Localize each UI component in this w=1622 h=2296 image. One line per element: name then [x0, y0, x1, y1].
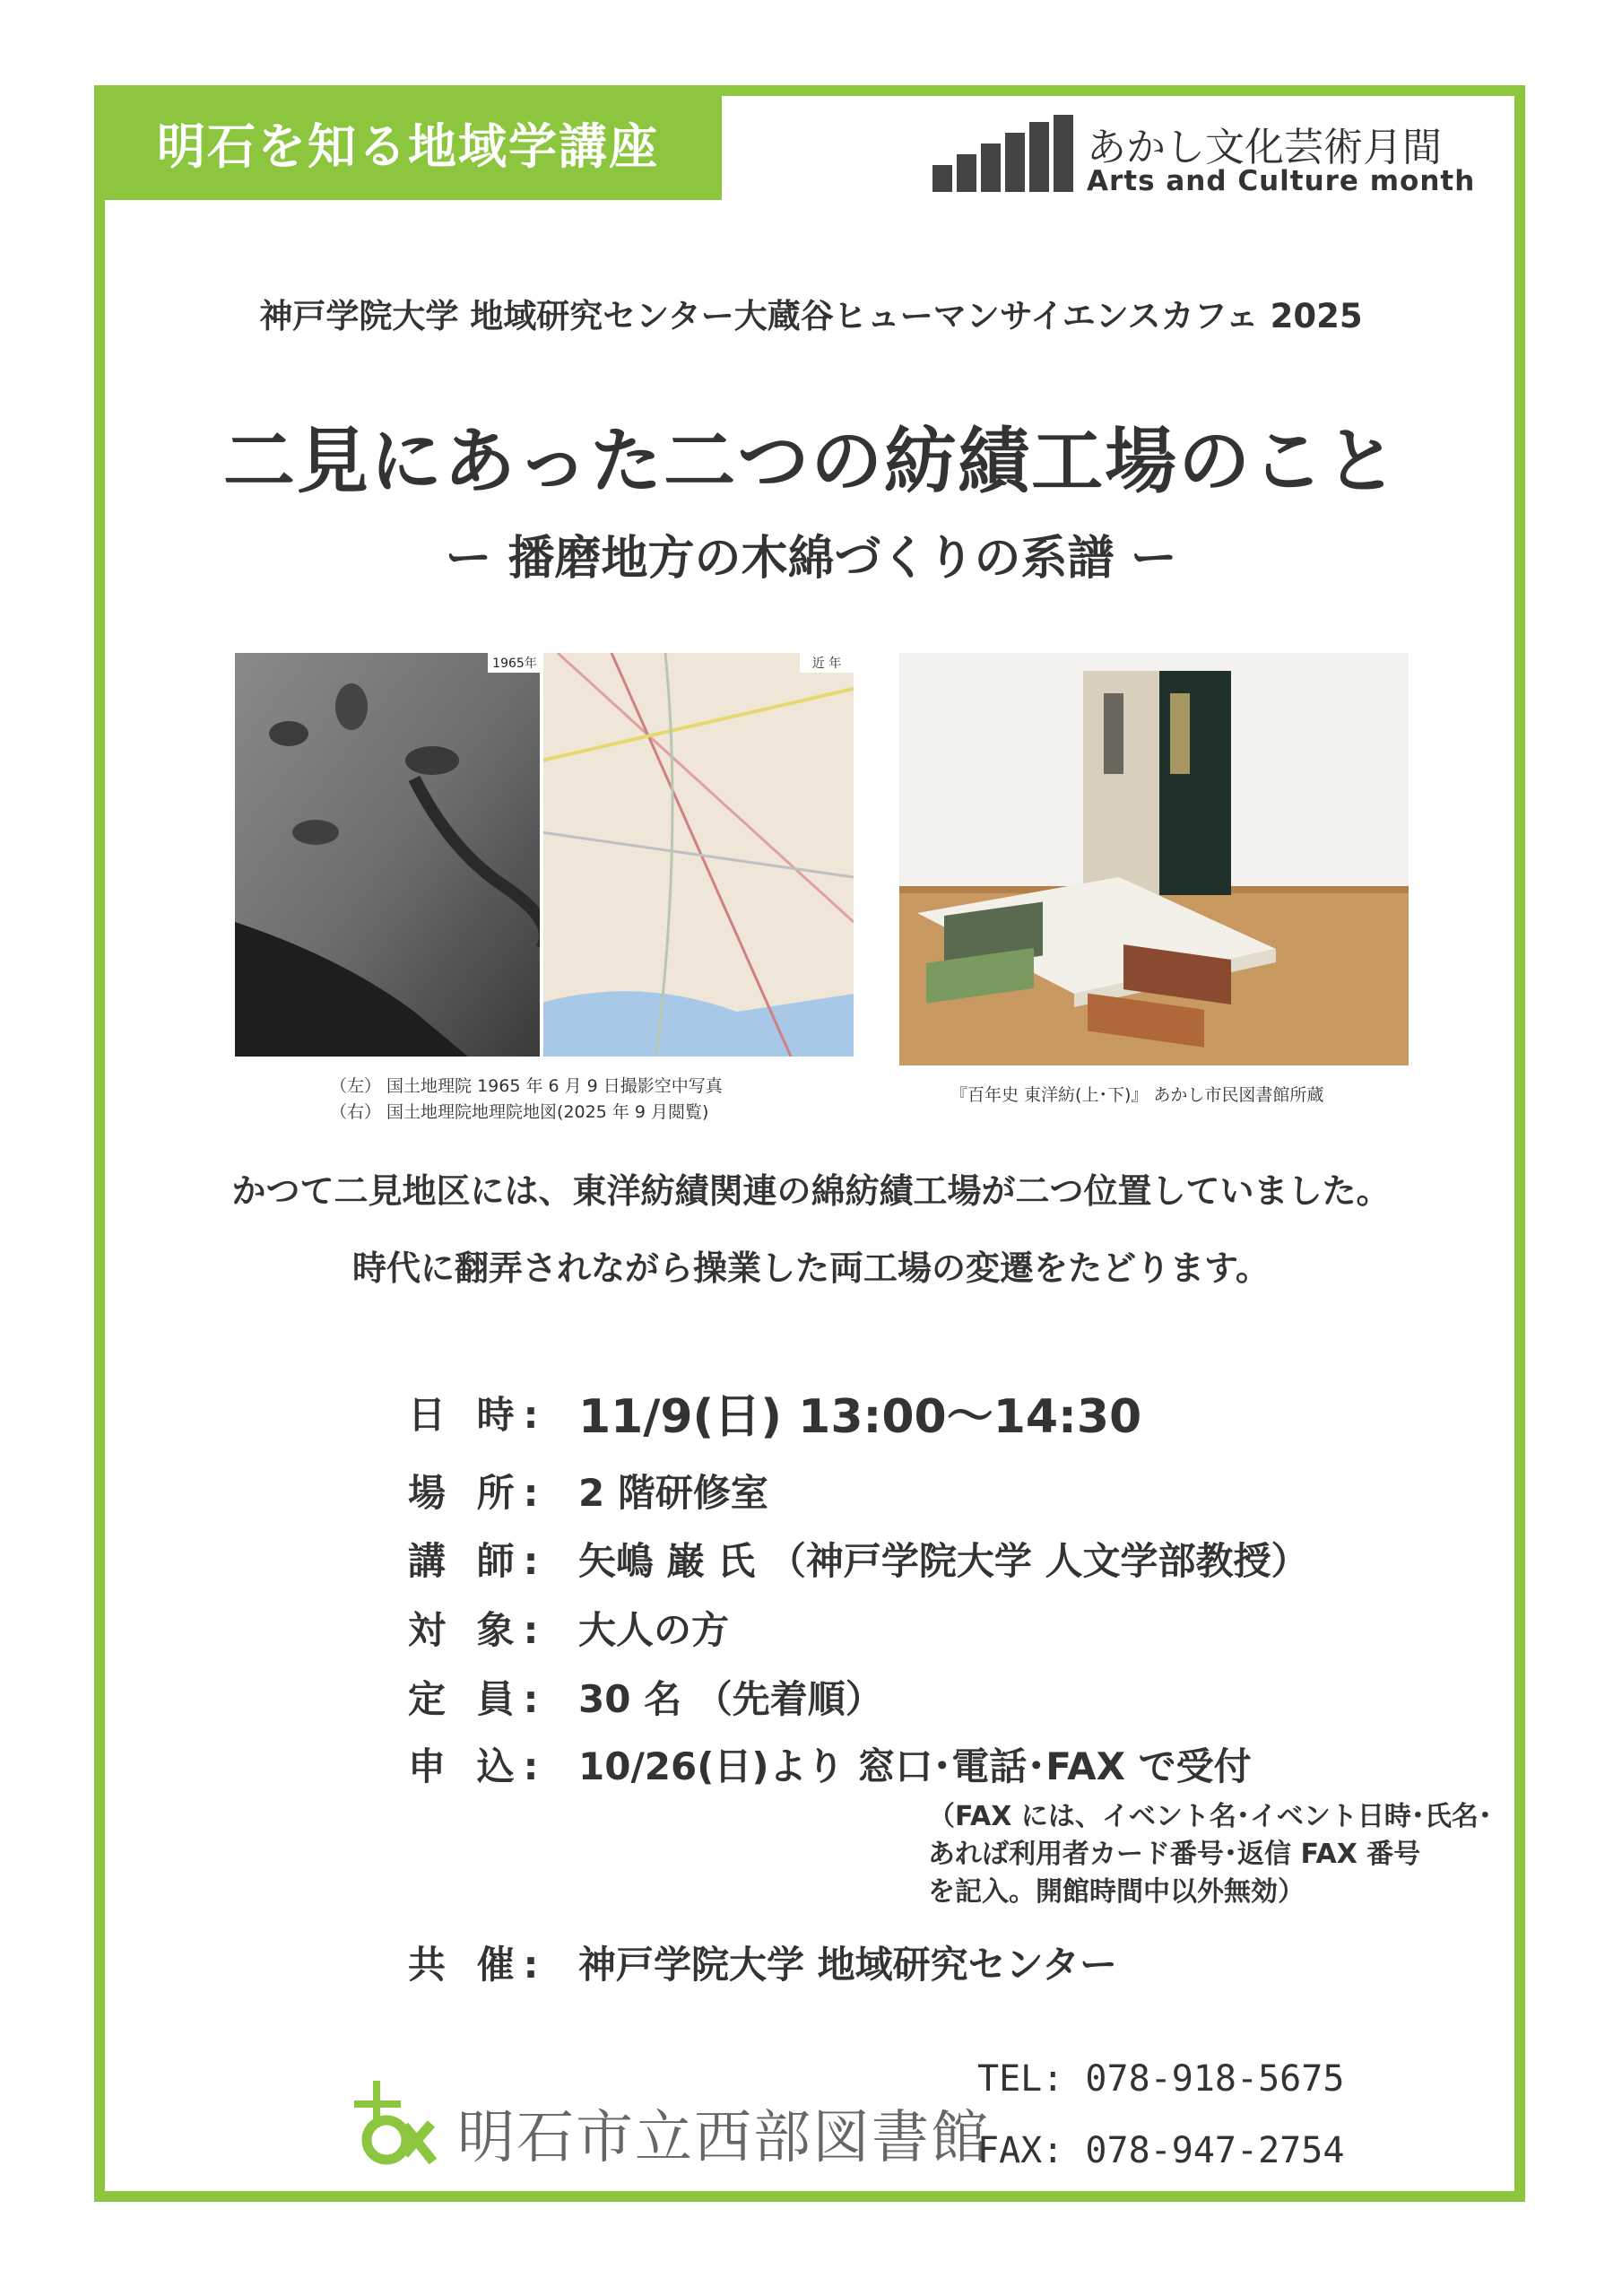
arts-logo-en: Arts and Culture month	[1087, 165, 1476, 197]
poster-frame	[94, 85, 1525, 2202]
map-caption-2: （右） 国土地理院地理院地図(2025 年 9 月閲覧)	[330, 1102, 709, 1122]
organizer-line: 神戸学院大学 地域研究センター大蔵谷ヒューマンサイエンスカフェ 2025	[259, 297, 1363, 335]
library-logo-icon	[345, 2072, 444, 2170]
detail-label: 講 師:	[408, 1539, 548, 1583]
detail-value: 神戸学院大学 地域研究センター	[578, 1943, 1117, 1987]
bar-steps-icon	[932, 115, 1076, 192]
fax-note-line: を記入。開館時間中以外無効）	[928, 1876, 1305, 1908]
detail-label: 共 催:	[408, 1943, 548, 1987]
detail-label: 対 象:	[408, 1608, 548, 1652]
detail-value: 11/9(日) 13:00～14:30	[578, 1390, 1142, 1444]
book-caption: 『百年史 東洋紡(上･下)』 あかし市民図書館所蔵	[950, 1085, 1324, 1105]
fax-note-line: （FAX には、イベント名･イベント日時･氏名･	[928, 1801, 1492, 1832]
arts-logo-jp: あかし文化芸術月間	[1087, 125, 1442, 170]
library-fax: FAX: 078-947-2754	[977, 2130, 1345, 2171]
map-photo	[235, 653, 854, 1057]
series-tag: 明石を知る地域学講座	[94, 85, 722, 200]
detail-label: 日 時:	[408, 1393, 548, 1437]
lead-text-2: 時代に翻弄されながら操業した両工場の変遷をたどります。	[352, 1248, 1270, 1288]
library-name: 明石市立西部図書館	[457, 2105, 990, 2171]
detail-value: 大人の方	[578, 1608, 730, 1652]
lead-text-1: かつて二見地区には、東洋紡績関連の綿紡績工場が二つ位置していました。	[231, 1171, 1391, 1211]
detail-value: 30 名 （先着順）	[578, 1677, 883, 1721]
book-photo	[899, 653, 1409, 1065]
fax-note-line: あれば利用者カード番号･返信 FAX 番号	[928, 1839, 1421, 1870]
detail-value: 矢嶋 巌 氏 （神戸学院大学 人文学部教授）	[578, 1539, 1309, 1583]
book-illustration	[899, 653, 1409, 1065]
page-title: 二見にあった二つの紡績工場のこと	[222, 420, 1400, 503]
map-illustration	[235, 653, 854, 1057]
library-tel: TEL: 078-918-5675	[977, 2058, 1345, 2100]
map-caption-1: （左） 国土地理院 1965 年 6 月 9 日撮影空中写真	[330, 1076, 723, 1096]
page-subtitle: ー 播磨地方の木綿づくりの系譜 ー	[445, 532, 1177, 586]
arts-culture-logo	[932, 115, 1506, 204]
map-label-right: 近 年	[811, 657, 842, 671]
detail-label: 場 所:	[408, 1471, 548, 1515]
detail-label: 定 員:	[408, 1677, 548, 1721]
detail-value: 10/26(日)より 窓口･電話･FAX で受付	[578, 1744, 1252, 1788]
detail-label: 申 込:	[408, 1744, 548, 1788]
map-label-left: 1965年	[492, 657, 537, 671]
detail-value: 2 階研修室	[578, 1471, 768, 1515]
